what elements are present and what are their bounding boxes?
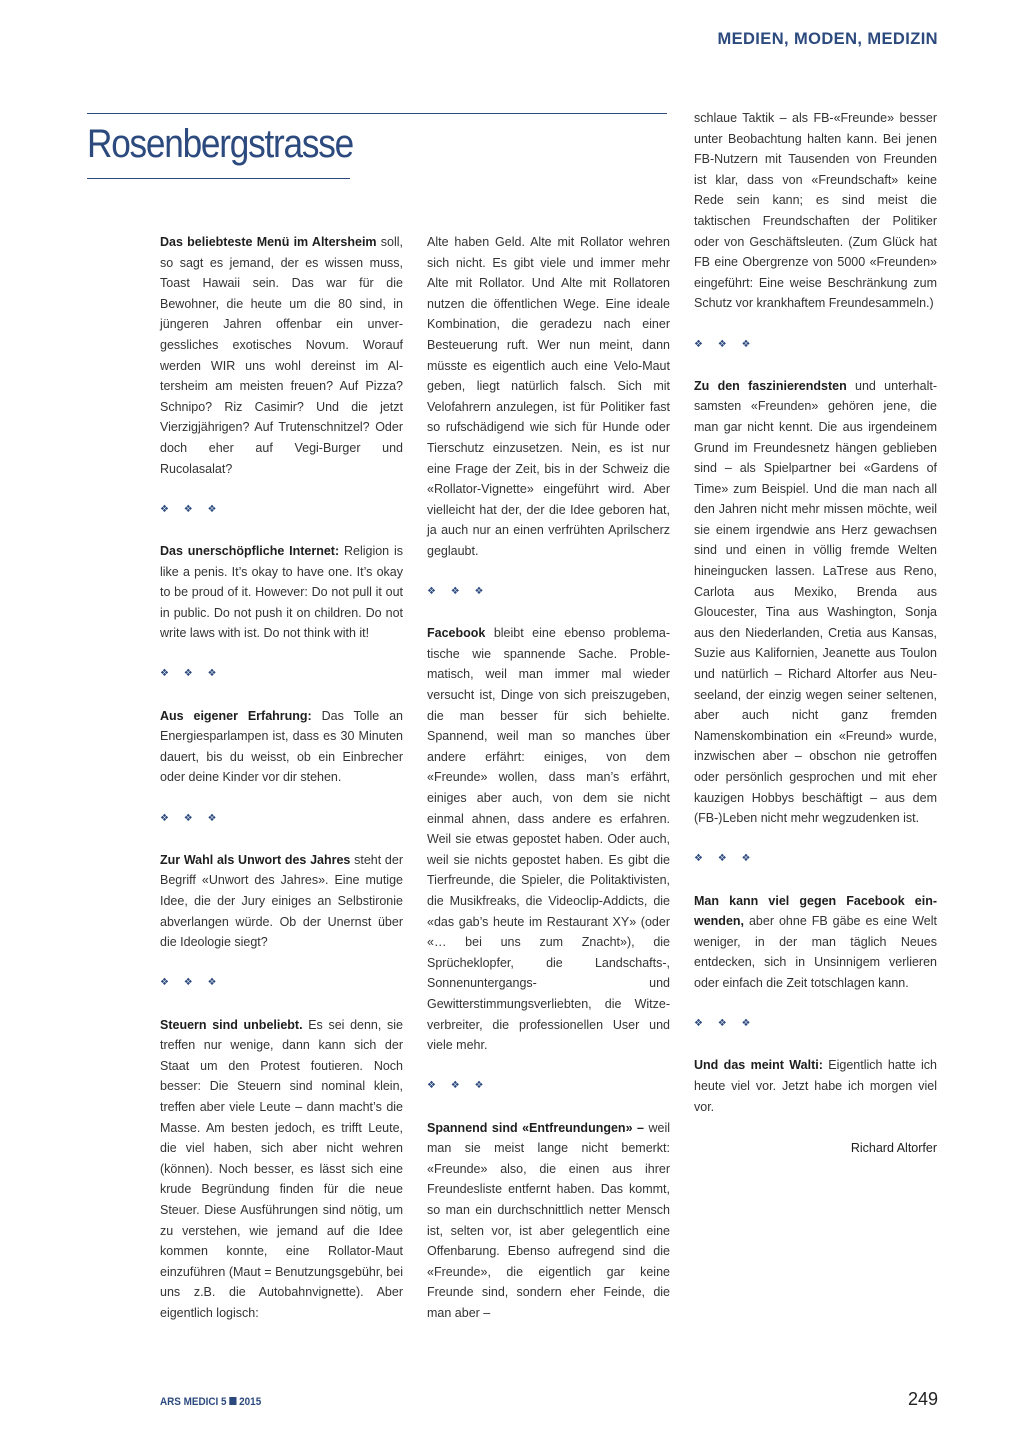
top-rule: [87, 113, 667, 114]
paragraph-taktik: [694, 108, 937, 314]
paragraph-walti: [694, 1055, 937, 1117]
section-label: MEDIEN, MODEN, MEDIZIN: [717, 30, 938, 48]
title-rule: [87, 178, 350, 179]
lead-in: Das unerschöpfliche Internet:: [160, 543, 340, 558]
ornament-separator: ❖ ❖ ❖: [694, 1018, 757, 1030]
paragraph-text: und unterhaltsamsten «Freunden» gehören jene, die man gar nicht kennt. Die aus irgendeinem Grund im Freundesnetz hängen geblieben sind – als Spielpartner bei «Gardens of Time» zum Beispiel. Und die man nach all den Jahren nicht mehr missen möchte, weil sie einem irgendwie ans Herz gewachsen sind und einen in völlig fremde Welten hineingucken lassen. LaTrese aus Reno, Carlota aus Mexiko, Brenda aus Gloucester, Tina aus Washington, Sonja aus den Niederlanden, Cretia aus Kansas, Suzie aus Kalifornien, Jeanette aus Toulon und natürlich – Richard Altorfer aus Neuseeland, der einzig wegen seiner seltenen, aber auch nicht ganz fremden Namenskombination ein «Freund» wurde, inzwischen aber – obschon nie getroffen oder persönlich gesprochen und mit eher kauzigen Hobbys beschäftigt – aus dem (FB-)Leben nicht mehr wegzudenken ist.: [694, 378, 937, 826]
paragraph-text: Alte haben Geld. Alte mit Rollator wehren sich nicht. Es gibt viele und immer mehr Alte mit Rollator. Und Alte mit Rollatoren nutzen die öffentlichen Wege. Eine ideale Kombination, die geradezu nach einer Besteuerung ruft. Wer nun meint, dann müsste es eigentlich auch eine Velo-Maut geben, liegt natürlich falsch. Sich mit Velofahrern anzulegen, ist für Politiker fast so rufschädigend wie sich für Hunde oder Tierschutz einzusetzen. Nein, es ist nur eine Frage der Zeit, bis in der Schweiz die «Rollator-Vignette» eingeführt wird. Aber vielleicht hat der, der die Idee geboren hat, ja auch nur an einen verfrühten Aprilscherz geglaubt.: [427, 235, 670, 558]
lead-in: Man kann viel gegen Facebook einwenden,: [694, 893, 937, 929]
ornament-separator: ❖ ❖ ❖: [694, 338, 757, 350]
lead-in: Zu den faszinierendsten: [694, 378, 847, 393]
paragraph-text: Es sei denn, sie treffen nur wenige, dann kann sich der Staat um den Protest foutieren. Noch besser: Die Steuern sind nominal klein, treffen aber viele Leute – dann macht’s die Masse. Am besten jedoch, es trifft Leute, die viel haben, sich aber nicht wehren (können). Noch besser, es lässt sich eine krude Begründung finden für die neue Steuer. Diese Ausführungen sind nötig, um zu verstehen, wie jemand auf die Idee kommen konnte, eine Rollator-Maut einzuführen (Maut = Benutzungsgebühr, bei uns z.B. die Autobahnvignette). Aber eigentlich logisch:: [160, 1017, 403, 1320]
paragraph-text: bleibt eine ebenso problematische wie spannende Sache. Problematisch, weil man immer mal wieder versucht ist, Dinge von sich preiszugeben, die man besser für sich behielte. Spannend, weil man so manches über andere erfährt: einiges, von dem «Freunde» wollen, dass man’s erfährt, einiges aber auch, von dem sie nicht einmal ahnen, dass andere es erfahren. Weil sie etwas gepostet haben. Oder auch, weil sie nichts gepostet haben. Es gibt die Tierfreunde, die Spieler, die Politaktivisten, die Musikfreaks, die Videoclip-Addicts, die «das gab’s heute im Restaurant XY» (oder «… bei uns zum Znacht»), die Sprücheklopfer, die Landschafts-, Sonnenuntergangs- und Gewitterstimmungsverliebten, die Witzeverbreiter, die professionellen User und viele mehr.: [427, 626, 670, 1053]
journal-year: 2015: [239, 1396, 262, 1408]
ornament-separator: ❖ ❖ ❖: [160, 668, 223, 680]
paragraph-steuern: [160, 1015, 403, 1324]
ornament-separator: ❖ ❖ ❖: [160, 812, 223, 824]
square-icon: [229, 1397, 236, 1405]
paragraph-text: Das Tolle an Energiesparlampen ist, dass es 30 Minuten dauert, bis du weisst, ob ein Einbrecher oder deine Kinder vor dir stehen.: [160, 708, 403, 785]
ornament-separator: ❖ ❖ ❖: [160, 977, 223, 989]
ornament-separator: ❖ ❖ ❖: [427, 586, 490, 598]
page-number: 249: [907, 1389, 938, 1409]
ornament-separator: ❖ ❖ ❖: [160, 503, 223, 515]
lead-in: Aus eigener Erfahrung:: [160, 708, 312, 723]
lead-in: Und das meint Walti:: [694, 1058, 823, 1073]
paragraph-text: schlaue Taktik – als FB-«Freunde» besser unter Beobachtung halten kann. Bei jenen FB-Nutzern mit Tausenden von Freunden ist klar, dass von «Freundschaft» keine Rede sein kann; es sind meist die taktischen Freundschaften der Politiker oder von Geschäftsleuten. (Zum Glück hat FB eine Obergrenze von 5000 «Freunden» eingeführt: Eine weise Beschränkung zum Schutz vor krankhaftem Freundesammeln.): [694, 111, 937, 311]
paragraph-unwort: [160, 850, 403, 953]
column-2: [427, 232, 670, 1344]
paragraph-text: Religion is like a penis. It’s okay to have one. It’s okay to be proud of it. However: Do not pull it out in public. Do not push it on children. Do not write laws with ist. Do not think with it!: [160, 543, 403, 641]
paragraph-facebook: [427, 623, 670, 1055]
column-1: [160, 232, 403, 1344]
page-title: Rosenbergstrasse: [87, 122, 353, 166]
author-name: Richard Altorfer: [850, 1140, 937, 1155]
lead-in: Facebook: [427, 626, 486, 641]
ornament-separator: ❖ ❖ ❖: [427, 1080, 490, 1092]
paragraph-entfreundungen: [427, 1118, 670, 1324]
paragraph-altersheim: [160, 232, 403, 479]
paragraph-text: steht der Begriff «Unwort des Jahres». Eine mutige Idee, die der Jury einiges an Selbstironie abverlangen würde. Ob der Unernst über die Ideologie siegt?: [160, 852, 403, 950]
paragraph-einwenden: [694, 891, 937, 994]
paragraph-erfahrung: [160, 706, 403, 788]
lead-in: Steuern sind unbeliebt.: [160, 1017, 303, 1032]
paragraph-internet: [160, 541, 403, 644]
lead-in: Das beliebteste Menü im Altersheim: [160, 235, 377, 249]
paragraph-rollator: [427, 232, 670, 562]
paragraph-text: weil man sie meist lange nicht bemerkt: «Freunde» also, die einen aus ihrer Freundesliste entfernt haben. Das kommt, so man ein durchschnittlich netter Mensch ist, selten vor, ist aber gelegentlich eine Offenbarung. Ebenso aufregend sind die «Freunde», die eigentlich gar keine Freunde sind, sondern eher Feinde, die man aber –: [427, 1120, 670, 1320]
paragraph-text: aber ohne FB gäbe es eine Welt weniger, in der man täglich Neues entdecken, sich in Unsinnigem verlieren oder einfach die Zeit totschlagen kann.: [694, 914, 937, 990]
ornament-separator: ❖ ❖ ❖: [694, 853, 757, 865]
footer-journal: [160, 1396, 261, 1408]
lead-in: Zur Wahl als Unwort des Jahres: [160, 852, 351, 867]
column-3: [694, 108, 937, 1158]
paragraph-text: soll, so sagt es jemand, der es wissen muss, Toast Hawaii sein. Das war für die Bewohner, die heute um die 80 sind, in jüngeren Jahren offenbar ein unvergessliches exotisches Novum. Worauf werden WIR uns wohl dereinst im Altersheim am meisten freuen? Auf Pizza? Schnipo? Riz Casimir? Und die jetzt Vierzigjährigen? Auf Trutenschnitzel? Oder doch eher auf Vegi-Burger und Rucolasalat?: [160, 235, 403, 476]
journal-name: ARS MEDICI 5: [160, 1396, 227, 1408]
paragraph-text: Eigentlich hatte ich heute viel vor. Jetzt habe ich morgen viel vor.: [694, 1058, 937, 1114]
paragraph-faszinierend: [694, 376, 937, 829]
lead-in: Spannend sind «Entfreundungen» –: [427, 1120, 644, 1135]
